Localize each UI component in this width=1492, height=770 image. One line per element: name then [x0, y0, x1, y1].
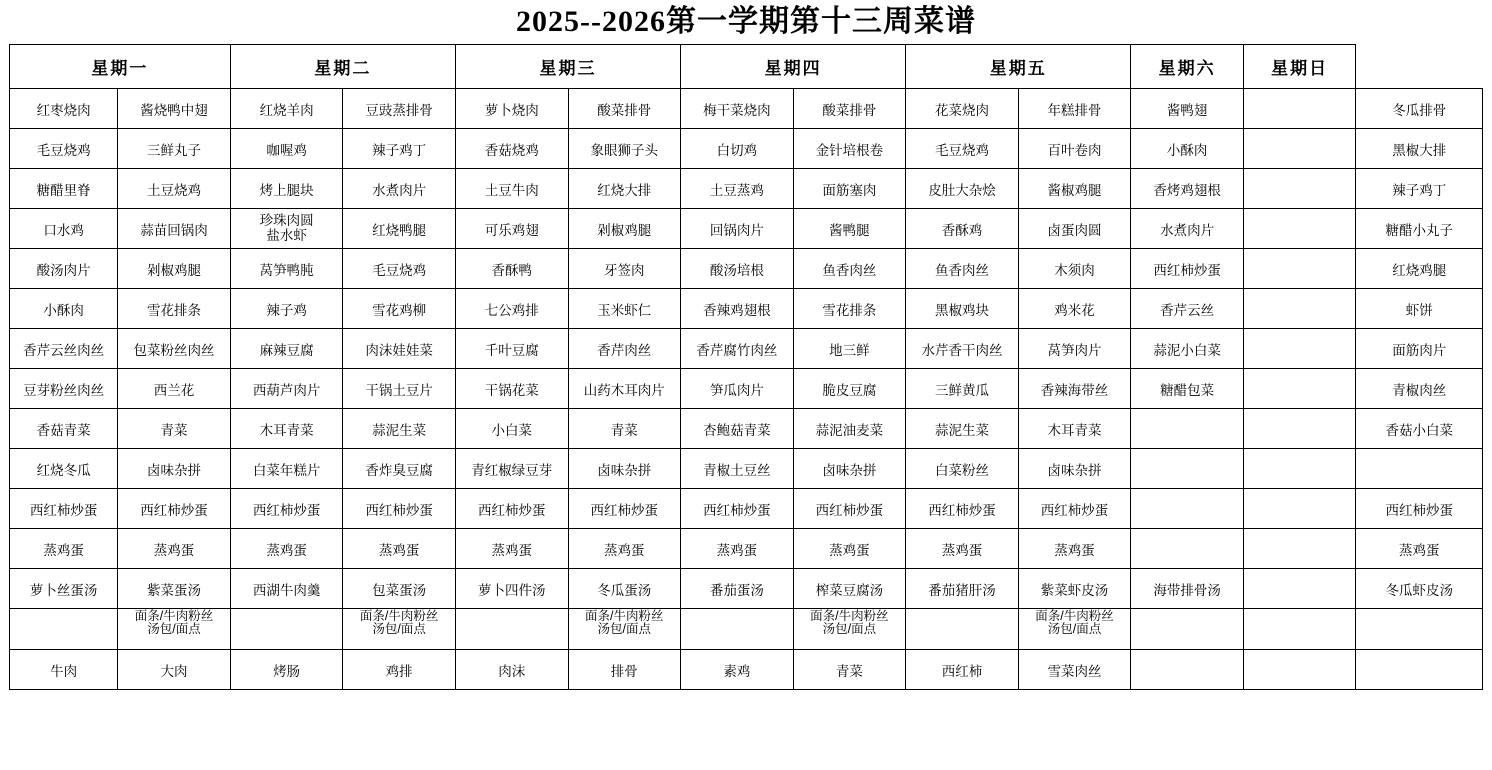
- weekday-header-wednesday: 星期三: [455, 45, 680, 89]
- menu-cell: 红枣烧肉: [10, 89, 118, 129]
- menu-cell: 地三鲜: [793, 329, 906, 369]
- menu-cell: 冬瓜虾皮汤: [1356, 569, 1483, 609]
- weekday-header-tuesday: 星期二: [230, 45, 455, 89]
- menu-cell: 干锅花菜: [455, 369, 568, 409]
- menu-cell: 酸菜排骨: [568, 89, 681, 129]
- menu-cell: 面条/牛肉粉丝 汤包/面点: [1018, 609, 1131, 650]
- menu-cell: 玉米虾仁: [568, 289, 681, 329]
- menu-cell: 红烧鸭腿: [343, 209, 456, 249]
- menu-cell: 蒜泥小白菜: [1131, 329, 1244, 369]
- weekday-header-thursday: 星期四: [681, 45, 906, 89]
- menu-cell: [1243, 449, 1356, 489]
- menu-cell: 酱椒鸡腿: [1018, 169, 1131, 209]
- menu-cell: 西红柿炒蛋: [230, 489, 343, 529]
- menu-cell: 冬瓜排骨: [1356, 89, 1483, 129]
- menu-cell: 水煮肉片: [1131, 209, 1244, 249]
- table-row: [10, 489, 1483, 529]
- menu-cell: 紫菜蛋汤: [118, 569, 231, 609]
- menu-cell: [1131, 489, 1244, 529]
- menu-cell: 木须肉: [1018, 249, 1131, 289]
- menu-cell: 萝卜丝蛋汤: [10, 569, 118, 609]
- menu-cell: 蒜泥生菜: [343, 409, 456, 449]
- menu-cell: 三鲜丸子: [118, 129, 231, 169]
- menu-cell: 酸菜排骨: [793, 89, 906, 129]
- menu-cell: 百叶卷肉: [1018, 129, 1131, 169]
- menu-cell: 面条/牛肉粉丝 汤包/面点: [118, 609, 231, 650]
- menu-cell: 烤肠: [230, 650, 343, 690]
- menu-cell: 梅干菜烧肉: [681, 89, 794, 129]
- menu-cell: 红烧鸡腿: [1356, 249, 1483, 289]
- table-header: [10, 45, 1483, 89]
- weekly-menu-table: [9, 44, 1483, 690]
- menu-cell: 珍珠肉圆 盐水虾: [230, 209, 343, 249]
- menu-cell: 糖醋包菜: [1131, 369, 1244, 409]
- menu-cell: 小酥肉: [1131, 129, 1244, 169]
- menu-cell: [1243, 529, 1356, 569]
- table-row: [10, 569, 1483, 609]
- table-body: [10, 89, 1483, 690]
- menu-cell: 西红柿炒蛋: [793, 489, 906, 529]
- table-row: [10, 529, 1483, 569]
- menu-cell: 青红椒绿豆芽: [455, 449, 568, 489]
- weekday-header-sunday: 星期日: [1243, 45, 1356, 89]
- menu-cell: 香酥鸭: [455, 249, 568, 289]
- menu-cell: 小酥肉: [10, 289, 118, 329]
- menu-cell: [1131, 609, 1244, 650]
- menu-cell: 西红柿炒蛋: [681, 489, 794, 529]
- menu-cell: 蒸鸡蛋: [1356, 529, 1483, 569]
- menu-cell: 蒜泥生菜: [906, 409, 1019, 449]
- menu-cell: 鸡米花: [1018, 289, 1131, 329]
- menu-cell: 白切鸡: [681, 129, 794, 169]
- menu-cell: [1243, 169, 1356, 209]
- menu-cell: 雪菜肉丝: [1018, 650, 1131, 690]
- menu-cell: 咖喔鸡: [230, 129, 343, 169]
- table-row: [10, 89, 1483, 129]
- menu-cell: 牛肉: [10, 650, 118, 690]
- menu-cell: 香辣海带丝: [1018, 369, 1131, 409]
- menu-cell: 蒜苗回锅肉: [118, 209, 231, 249]
- menu-cell: 笋瓜肉片: [681, 369, 794, 409]
- menu-cell: 鱼香肉丝: [906, 249, 1019, 289]
- menu-cell: 排骨: [568, 650, 681, 690]
- menu-cell: 杏鲍菇青菜: [681, 409, 794, 449]
- menu-cell: 卤味杂拼: [1018, 449, 1131, 489]
- table-row: [10, 449, 1483, 489]
- menu-cell: [1243, 650, 1356, 690]
- menu-cell: 雪花排条: [793, 289, 906, 329]
- menu-cell: 干锅土豆片: [343, 369, 456, 409]
- menu-cell: 卤蛋肉圆: [1018, 209, 1131, 249]
- menu-cell: 金针培根卷: [793, 129, 906, 169]
- weekday-header-monday: 星期一: [10, 45, 231, 89]
- menu-cell: 卤味杂拼: [793, 449, 906, 489]
- menu-cell: 辣子鸡丁: [343, 129, 456, 169]
- menu-cell: 莴笋鸭肫: [230, 249, 343, 289]
- menu-cell: 香菇小白菜: [1356, 409, 1483, 449]
- table-row: [10, 209, 1483, 249]
- menu-cell: 大肉: [118, 650, 231, 690]
- menu-cell: 莴笋肉片: [1018, 329, 1131, 369]
- menu-cell: 皮肚大杂烩: [906, 169, 1019, 209]
- menu-cell: 虾饼: [1356, 289, 1483, 329]
- menu-cell: 面筋塞肉: [793, 169, 906, 209]
- menu-cell: 剁椒鸡腿: [118, 249, 231, 289]
- menu-cell: 糖醋小丸子: [1356, 209, 1483, 249]
- menu-cell: [1243, 89, 1356, 129]
- menu-cell: 红烧冬瓜: [10, 449, 118, 489]
- menu-cell: 蒸鸡蛋: [568, 529, 681, 569]
- table-row: [10, 409, 1483, 449]
- menu-cell: 酸汤培根: [681, 249, 794, 289]
- menu-cell: 榨菜豆腐汤: [793, 569, 906, 609]
- table-row: [10, 329, 1483, 369]
- menu-cell: 西兰花: [118, 369, 231, 409]
- menu-cell: 青椒土豆丝: [681, 449, 794, 489]
- menu-cell: 青椒肉丝: [1356, 369, 1483, 409]
- menu-cell: 蒸鸡蛋: [118, 529, 231, 569]
- menu-cell: 番茄蛋汤: [681, 569, 794, 609]
- menu-cell: 小白菜: [455, 409, 568, 449]
- menu-cell: 雪花鸡柳: [343, 289, 456, 329]
- menu-cell: 素鸡: [681, 650, 794, 690]
- menu-cell: 香芹腐竹肉丝: [681, 329, 794, 369]
- menu-cell: 西红柿炒蛋: [343, 489, 456, 529]
- menu-cell: 雪花排条: [118, 289, 231, 329]
- menu-cell: 辣子鸡丁: [1356, 169, 1483, 209]
- menu-cell: 白菜粉丝: [906, 449, 1019, 489]
- menu-cell: 香菇青菜: [10, 409, 118, 449]
- menu-cell: 冬瓜蛋汤: [568, 569, 681, 609]
- menu-cell: 紫菜虾皮汤: [1018, 569, 1131, 609]
- menu-cell: 木耳青菜: [1018, 409, 1131, 449]
- menu-cell: 卤味杂拼: [568, 449, 681, 489]
- menu-cell: 蒸鸡蛋: [343, 529, 456, 569]
- menu-cell: 豆豉蒸排骨: [343, 89, 456, 129]
- menu-cell: 萝卜烧肉: [455, 89, 568, 129]
- menu-cell: 回锅肉片: [681, 209, 794, 249]
- menu-cell: 番茄猪肝汤: [906, 569, 1019, 609]
- menu-cell: 脆皮豆腐: [793, 369, 906, 409]
- menu-cell: 蒸鸡蛋: [1018, 529, 1131, 569]
- menu-cell: 蒸鸡蛋: [230, 529, 343, 569]
- menu-cell: 香芹肉丝: [568, 329, 681, 369]
- menu-cell: 土豆烧鸡: [118, 169, 231, 209]
- menu-cell: 青菜: [568, 409, 681, 449]
- menu-cell: 蒸鸡蛋: [10, 529, 118, 569]
- menu-cell: 香芹云丝肉丝: [10, 329, 118, 369]
- menu-cell: 包菜蛋汤: [343, 569, 456, 609]
- menu-cell: 白菜年糕片: [230, 449, 343, 489]
- menu-cell: [230, 609, 343, 650]
- menu-cell: 毛豆烧鸡: [906, 129, 1019, 169]
- menu-cell: 香炸臭豆腐: [343, 449, 456, 489]
- menu-cell: 海带排骨汤: [1131, 569, 1244, 609]
- menu-cell: 香菇烧鸡: [455, 129, 568, 169]
- menu-cell: 毛豆烧鸡: [10, 129, 118, 169]
- menu-cell: 七公鸡排: [455, 289, 568, 329]
- menu-cell: 麻辣豆腐: [230, 329, 343, 369]
- table-row: [10, 609, 1483, 650]
- table-row: [10, 369, 1483, 409]
- menu-cell: 香烤鸡翅根: [1131, 169, 1244, 209]
- menu-cell: 肉沫娃娃菜: [343, 329, 456, 369]
- menu-cell: 木耳青菜: [230, 409, 343, 449]
- menu-cell: 辣子鸡: [230, 289, 343, 329]
- menu-cell: [681, 609, 794, 650]
- menu-cell: 西湖牛肉羹: [230, 569, 343, 609]
- menu-cell: [1243, 249, 1356, 289]
- menu-cell: [1243, 129, 1356, 169]
- menu-cell: 香酥鸡: [906, 209, 1019, 249]
- menu-cell: 西红柿炒蛋: [455, 489, 568, 529]
- menu-cell: 面条/牛肉粉丝 汤包/面点: [343, 609, 456, 650]
- menu-cell: 面条/牛肉粉丝 汤包/面点: [793, 609, 906, 650]
- menu-cell: [1356, 650, 1483, 690]
- menu-cell: 西葫芦肉片: [230, 369, 343, 409]
- menu-cell: 豆芽粉丝肉丝: [10, 369, 118, 409]
- menu-cell: 三鲜黄瓜: [906, 369, 1019, 409]
- menu-cell: 水煮肉片: [343, 169, 456, 209]
- menu-cell: 面筋肉片: [1356, 329, 1483, 369]
- page-title: 2025--2026第一学期第十三周菜谱: [516, 5, 976, 38]
- menu-cell: 西红柿: [906, 650, 1019, 690]
- menu-cell: [455, 609, 568, 650]
- weekday-header-saturday: 星期六: [1131, 45, 1244, 89]
- menu-cell: [1243, 209, 1356, 249]
- menu-cell: 蒜泥油麦菜: [793, 409, 906, 449]
- menu-cell: 香芹云丝: [1131, 289, 1244, 329]
- menu-cell: 黑椒大排: [1356, 129, 1483, 169]
- menu-cell: 黑椒鸡块: [906, 289, 1019, 329]
- menu-cell: 毛豆烧鸡: [343, 249, 456, 289]
- menu-cell: 包菜粉丝肉丝: [118, 329, 231, 369]
- menu-cell: 山药木耳肉片: [568, 369, 681, 409]
- menu-cell: 花菜烧肉: [906, 89, 1019, 129]
- menu-cell: 牙签肉: [568, 249, 681, 289]
- menu-cell: 酱鸭翅: [1131, 89, 1244, 129]
- menu-cell: [1243, 569, 1356, 609]
- table-row: [10, 289, 1483, 329]
- table-row: [10, 169, 1483, 209]
- menu-cell: 西红柿炒蛋: [1131, 249, 1244, 289]
- menu-cell: 西红柿炒蛋: [1018, 489, 1131, 529]
- menu-cell: 糖醋里脊: [10, 169, 118, 209]
- menu-cell: 鸡排: [343, 650, 456, 690]
- menu-cell: 土豆蒸鸡: [681, 169, 794, 209]
- menu-cell: [1243, 609, 1356, 650]
- menu-cell: 青菜: [118, 409, 231, 449]
- menu-cell: 香辣鸡翅根: [681, 289, 794, 329]
- menu-cell: 面条/牛肉粉丝 汤包/面点: [568, 609, 681, 650]
- weekday-header-friday: 星期五: [906, 45, 1131, 89]
- menu-cell: [1356, 609, 1483, 650]
- menu-cell: 年糕排骨: [1018, 89, 1131, 129]
- weekday-header-row: [10, 45, 1483, 89]
- menu-cell: 酱烧鸭中翅: [118, 89, 231, 129]
- menu-cell: [1131, 650, 1244, 690]
- menu-cell: 可乐鸡翅: [455, 209, 568, 249]
- menu-cell: 水芹香干肉丝: [906, 329, 1019, 369]
- menu-cell: 象眼狮子头: [568, 129, 681, 169]
- menu-cell: [10, 609, 118, 650]
- menu-cell: [1356, 449, 1483, 489]
- menu-cell: 萝卜四件汤: [455, 569, 568, 609]
- menu-cell: 蒸鸡蛋: [455, 529, 568, 569]
- menu-cell: 烤上腿块: [230, 169, 343, 209]
- menu-cell: 千叶豆腐: [455, 329, 568, 369]
- menu-cell: [1243, 409, 1356, 449]
- menu-cell: [1243, 369, 1356, 409]
- menu-cell: 西红柿炒蛋: [1356, 489, 1483, 529]
- menu-cell: 西红柿炒蛋: [568, 489, 681, 529]
- menu-cell: 蒸鸡蛋: [793, 529, 906, 569]
- menu-cell: 蒸鸡蛋: [681, 529, 794, 569]
- menu-cell: 红烧大排: [568, 169, 681, 209]
- menu-cell: 口水鸡: [10, 209, 118, 249]
- menu-cell: 卤味杂拼: [118, 449, 231, 489]
- menu-cell: [906, 609, 1019, 650]
- menu-cell: 西红柿炒蛋: [906, 489, 1019, 529]
- menu-cell: 蒸鸡蛋: [906, 529, 1019, 569]
- table-row: [10, 249, 1483, 289]
- menu-cell: 酸汤肉片: [10, 249, 118, 289]
- menu-cell: 剁椒鸡腿: [568, 209, 681, 249]
- menu-cell: 鱼香肉丝: [793, 249, 906, 289]
- menu-cell: [1243, 489, 1356, 529]
- menu-cell: 酱鸭腿: [793, 209, 906, 249]
- menu-cell: 西红柿炒蛋: [10, 489, 118, 529]
- menu-cell: 土豆牛肉: [455, 169, 568, 209]
- menu-cell: 肉沫: [455, 650, 568, 690]
- menu-cell: [1243, 289, 1356, 329]
- menu-cell: [1243, 329, 1356, 369]
- menu-cell: 青菜: [793, 650, 906, 690]
- table-row: [10, 650, 1483, 690]
- menu-cell: [1131, 409, 1244, 449]
- menu-cell: [1131, 449, 1244, 489]
- table-row: [10, 129, 1483, 169]
- menu-cell: 西红柿炒蛋: [118, 489, 231, 529]
- menu-cell: [1131, 529, 1244, 569]
- menu-cell: 红烧羊肉: [230, 89, 343, 129]
